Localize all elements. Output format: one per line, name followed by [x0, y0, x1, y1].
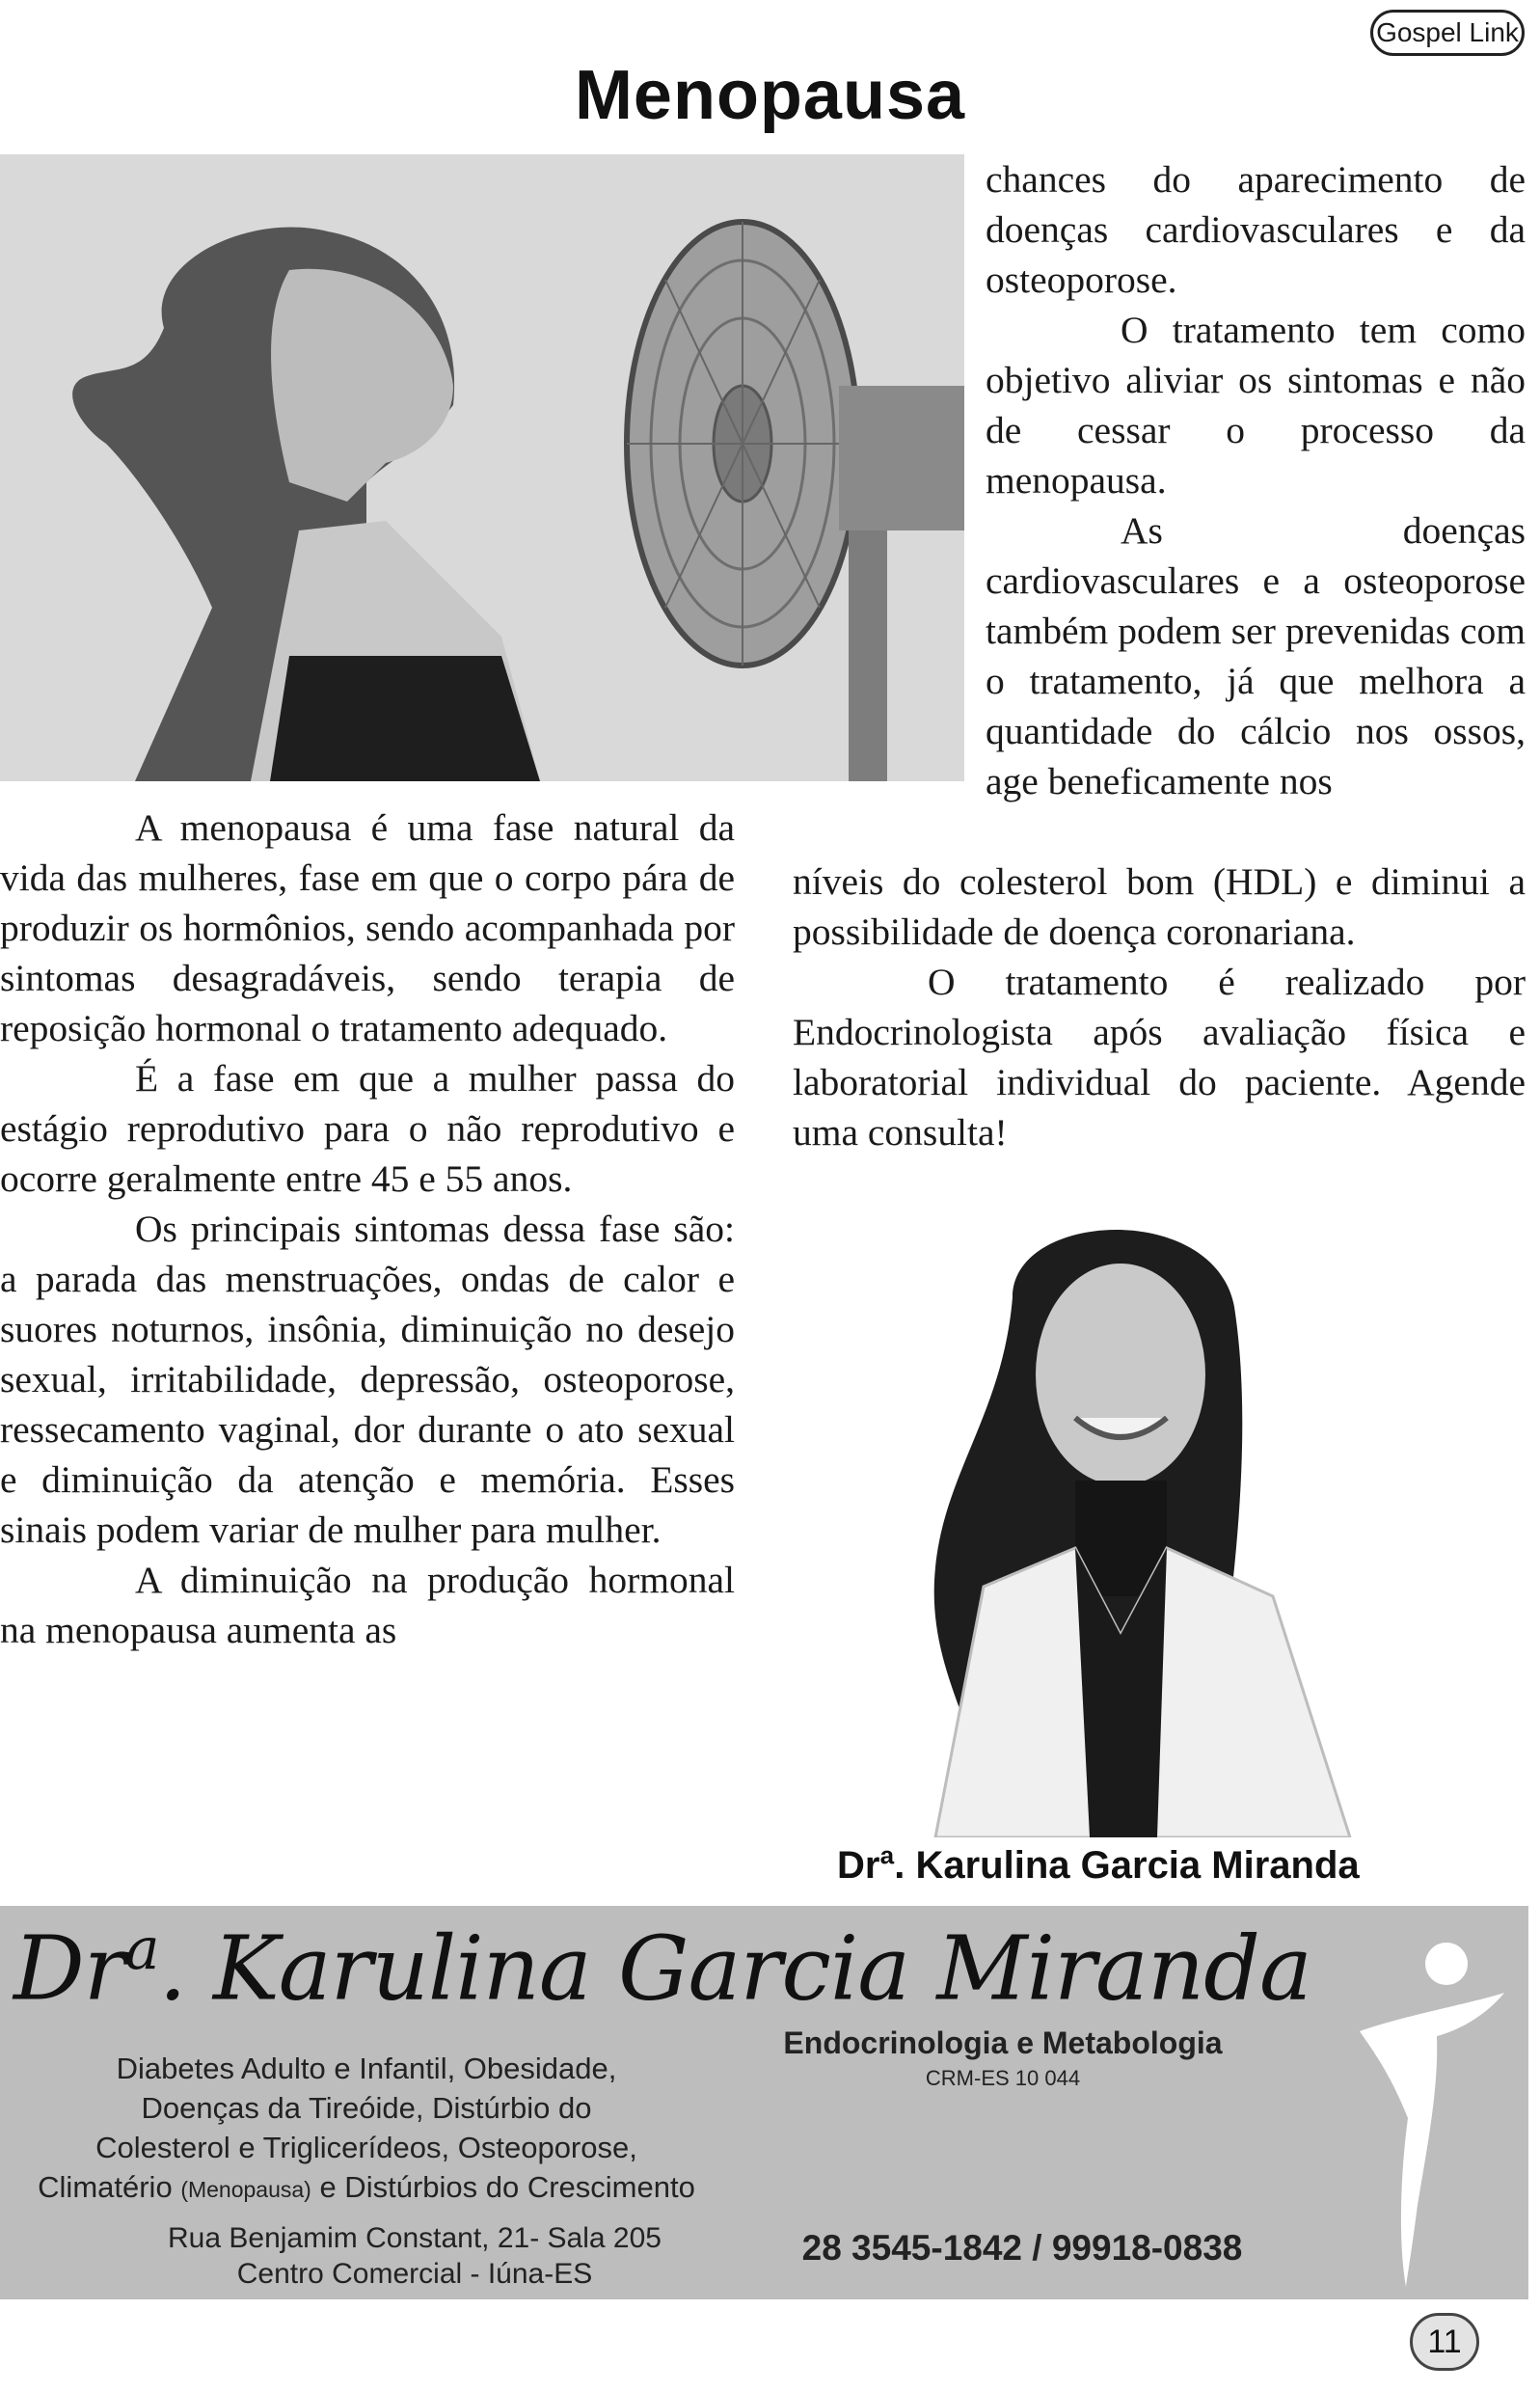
- ad-phone-numbers: 28 3545-1842 / 99918-0838: [801, 2228, 1243, 2268]
- woman-fan-photo: [0, 154, 964, 781]
- paragraph: A diminuição na produção hormonal na menopausa aumenta as: [0, 1559, 735, 1651]
- article-title: Menopausa: [574, 57, 966, 134]
- ad-service-line: Colesterol e Triglicerídeos, Osteoporose,: [95, 2131, 637, 2164]
- paragraph: O tratamento é realizado por Endocrinologista após avaliação física e laboratorial individual do paciente. Agende uma consulta!: [793, 961, 1526, 1154]
- page-number: 11: [1410, 2313, 1479, 2371]
- doctor-photo-caption: Drª. Karulina Garcia Miranda: [837, 1844, 1360, 1887]
- ad-address-line: Centro Comercial - Iúna-ES: [236, 2258, 593, 2290]
- ad-service-line: [0, 2167, 733, 2210]
- paragraph: níveis do colesterol bom (HDL) e diminui a possibilidade de doença coronariana.: [793, 860, 1526, 953]
- doctor-photo: [868, 1182, 1389, 1837]
- ad-service-line: Doenças da Tireóide, Distúrbio do: [141, 2091, 592, 2125]
- ad-address: [0, 2220, 829, 2292]
- ad-service-climaterio: Climatério: [38, 2170, 181, 2204]
- doctor-advertisement: [0, 1906, 1528, 2299]
- article-right-column-bottom: [793, 856, 1526, 1157]
- figure-logo-icon: [1331, 1925, 1524, 2292]
- paragraph: Os principais sintomas dessa fase são: a parada das menstruações, ondas de calor e suores noturnos, insônia, diminuição no desejo sexual, irritabilidade, depressão, osteoporose, ressecamento vaginal, dor durante o ato sexual e diminuição da atenção e memória. Esses sinais podem variar de mulher para mulher.: [0, 1208, 735, 1551]
- paragraph: A menopausa é uma fase natural da vida das mulheres, fase em que o corpo pára de produzir os hormônios, sendo acompanhada por sintomas desagradáveis, sendo terapia de reposição hormonal o tratamento adequado.: [0, 806, 735, 1049]
- ad-name-superscript: a: [124, 1916, 159, 1983]
- article-left-column: [0, 802, 735, 1655]
- ad-service-menopausa: (Menopausa): [180, 2177, 311, 2202]
- ad-name-prefix: Dr: [14, 1916, 125, 2021]
- ad-name-rest: . Karulina Garcia Miranda: [158, 1916, 1311, 2021]
- paragraph: O tratamento tem como objetivo aliviar os sintomas e não de cessar o processo da menopausa.: [986, 309, 1526, 502]
- magazine-brand-badge: Gospel Link: [1370, 10, 1525, 56]
- ad-address-line: Rua Benjamim Constant, 21- Sala 205: [168, 2222, 662, 2254]
- ad-service-crescimento: e Distúrbios do Crescimento: [311, 2170, 695, 2204]
- paragraph: As doenças cardiovasculares e a osteoporose também podem ser prevenidas com o tratamento, já que melhora a quantidade do cálcio nos ossos, age beneficamente nos: [986, 509, 1526, 802]
- ad-crm: CRM-ES 10 044: [925, 2066, 1081, 2090]
- article-right-column-top: [986, 154, 1526, 806]
- paragraph: chances do aparecimento de doenças cardiovasculares e da osteoporose.: [986, 158, 1526, 301]
- ad-services-list: [0, 2049, 733, 2210]
- ad-specialty: Endocrinologia e Metabologia: [783, 2025, 1223, 2060]
- ad-doctor-name: [14, 1916, 1311, 2021]
- paragraph: É a fase em que a mulher passa do estágio reprodutivo para o não reprodutivo e ocorre geralmente entre 45 e 55 anos.: [0, 1057, 735, 1200]
- ad-service-line: Diabetes Adulto e Infantil, Obesidade,: [116, 2052, 617, 2085]
